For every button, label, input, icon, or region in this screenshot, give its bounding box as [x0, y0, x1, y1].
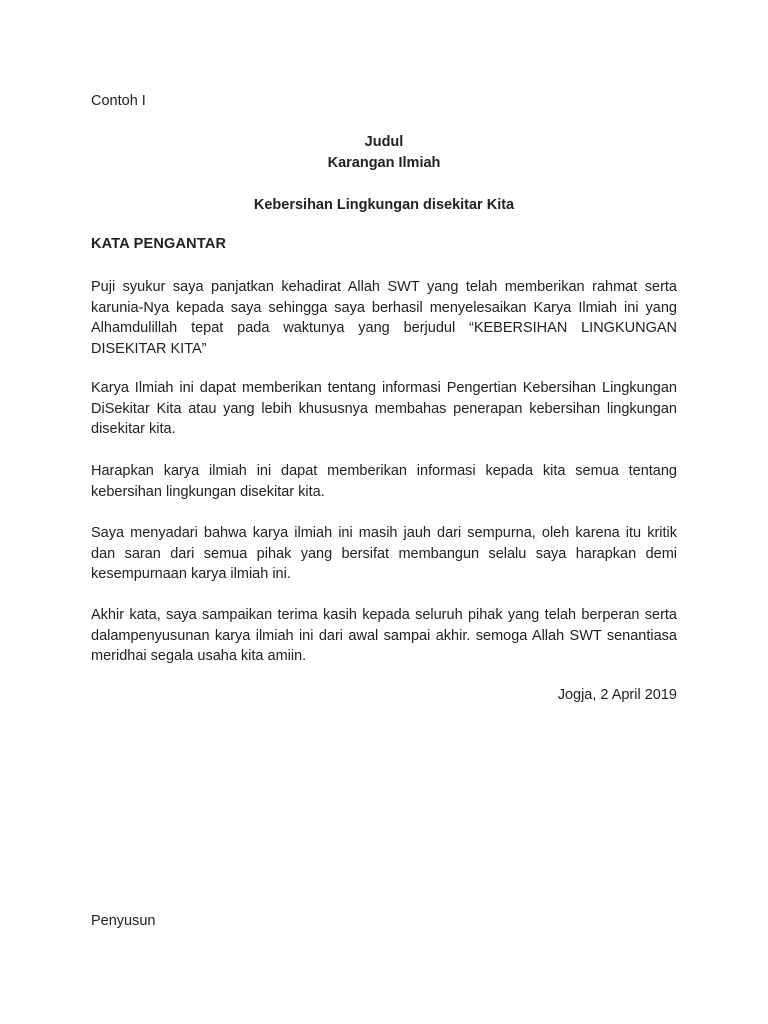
paragraph-4: Saya menyadari bahwa karya ilmiah ini masih jauh dari sempurna, oleh karena itu kritik dan saran dari semua pihak yang bersifat membangun selalu saya harapkan demi kesempurnaan karya ilmiah ini. — [91, 525, 677, 582]
paragraph-2: Karya Ilmiah ini dapat memberikan tentang informasi Pengertian Kebersihan Lingkungan DiSekitar Kita atau yang lebih khususnya membahas penerapan kebersihan lingkungan disekitar kita. — [91, 380, 677, 437]
paragraph-1: Puji syukur saya panjatkan kehadirat Allah SWT yang telah memberikan rahmat serta karunia-Nya kepada saya sehingga saya berhasil menyelesaikan Karya Ilmiah ini yang Alhamdulillah tepat pada waktunya yang berjudul “KEBERSIHAN LINGKUNGAN DISEKITAR KITA” — [91, 279, 677, 357]
document-label: Contoh I — [91, 93, 146, 109]
title-line-1: Judul — [364, 134, 404, 150]
signature-label: Penyusun — [91, 913, 156, 929]
paragraph-5: Akhir kata, saya sampaikan terima kasih kepada seluruh pihak yang telah berperan serta dalampenyusunan karya ilmiah ini dari awal sampai akhir. semoga Allah SWT senantiasa meridhai segala usaha kita amiin. — [91, 607, 677, 664]
title-line-2: Karangan Ilmiah — [327, 155, 441, 171]
section-heading: KATA PENGANTAR — [91, 236, 227, 252]
paragraph-3: Harapkan karya ilmiah ini dapat memberikan informasi kepada kita semua tentang kebersihan lingkungan disekitar kita. — [91, 463, 677, 500]
document-subtitle: Kebersihan Lingkungan disekitar Kita — [253, 197, 515, 213]
document-date: Jogja, 2 April 2019 — [557, 687, 677, 703]
